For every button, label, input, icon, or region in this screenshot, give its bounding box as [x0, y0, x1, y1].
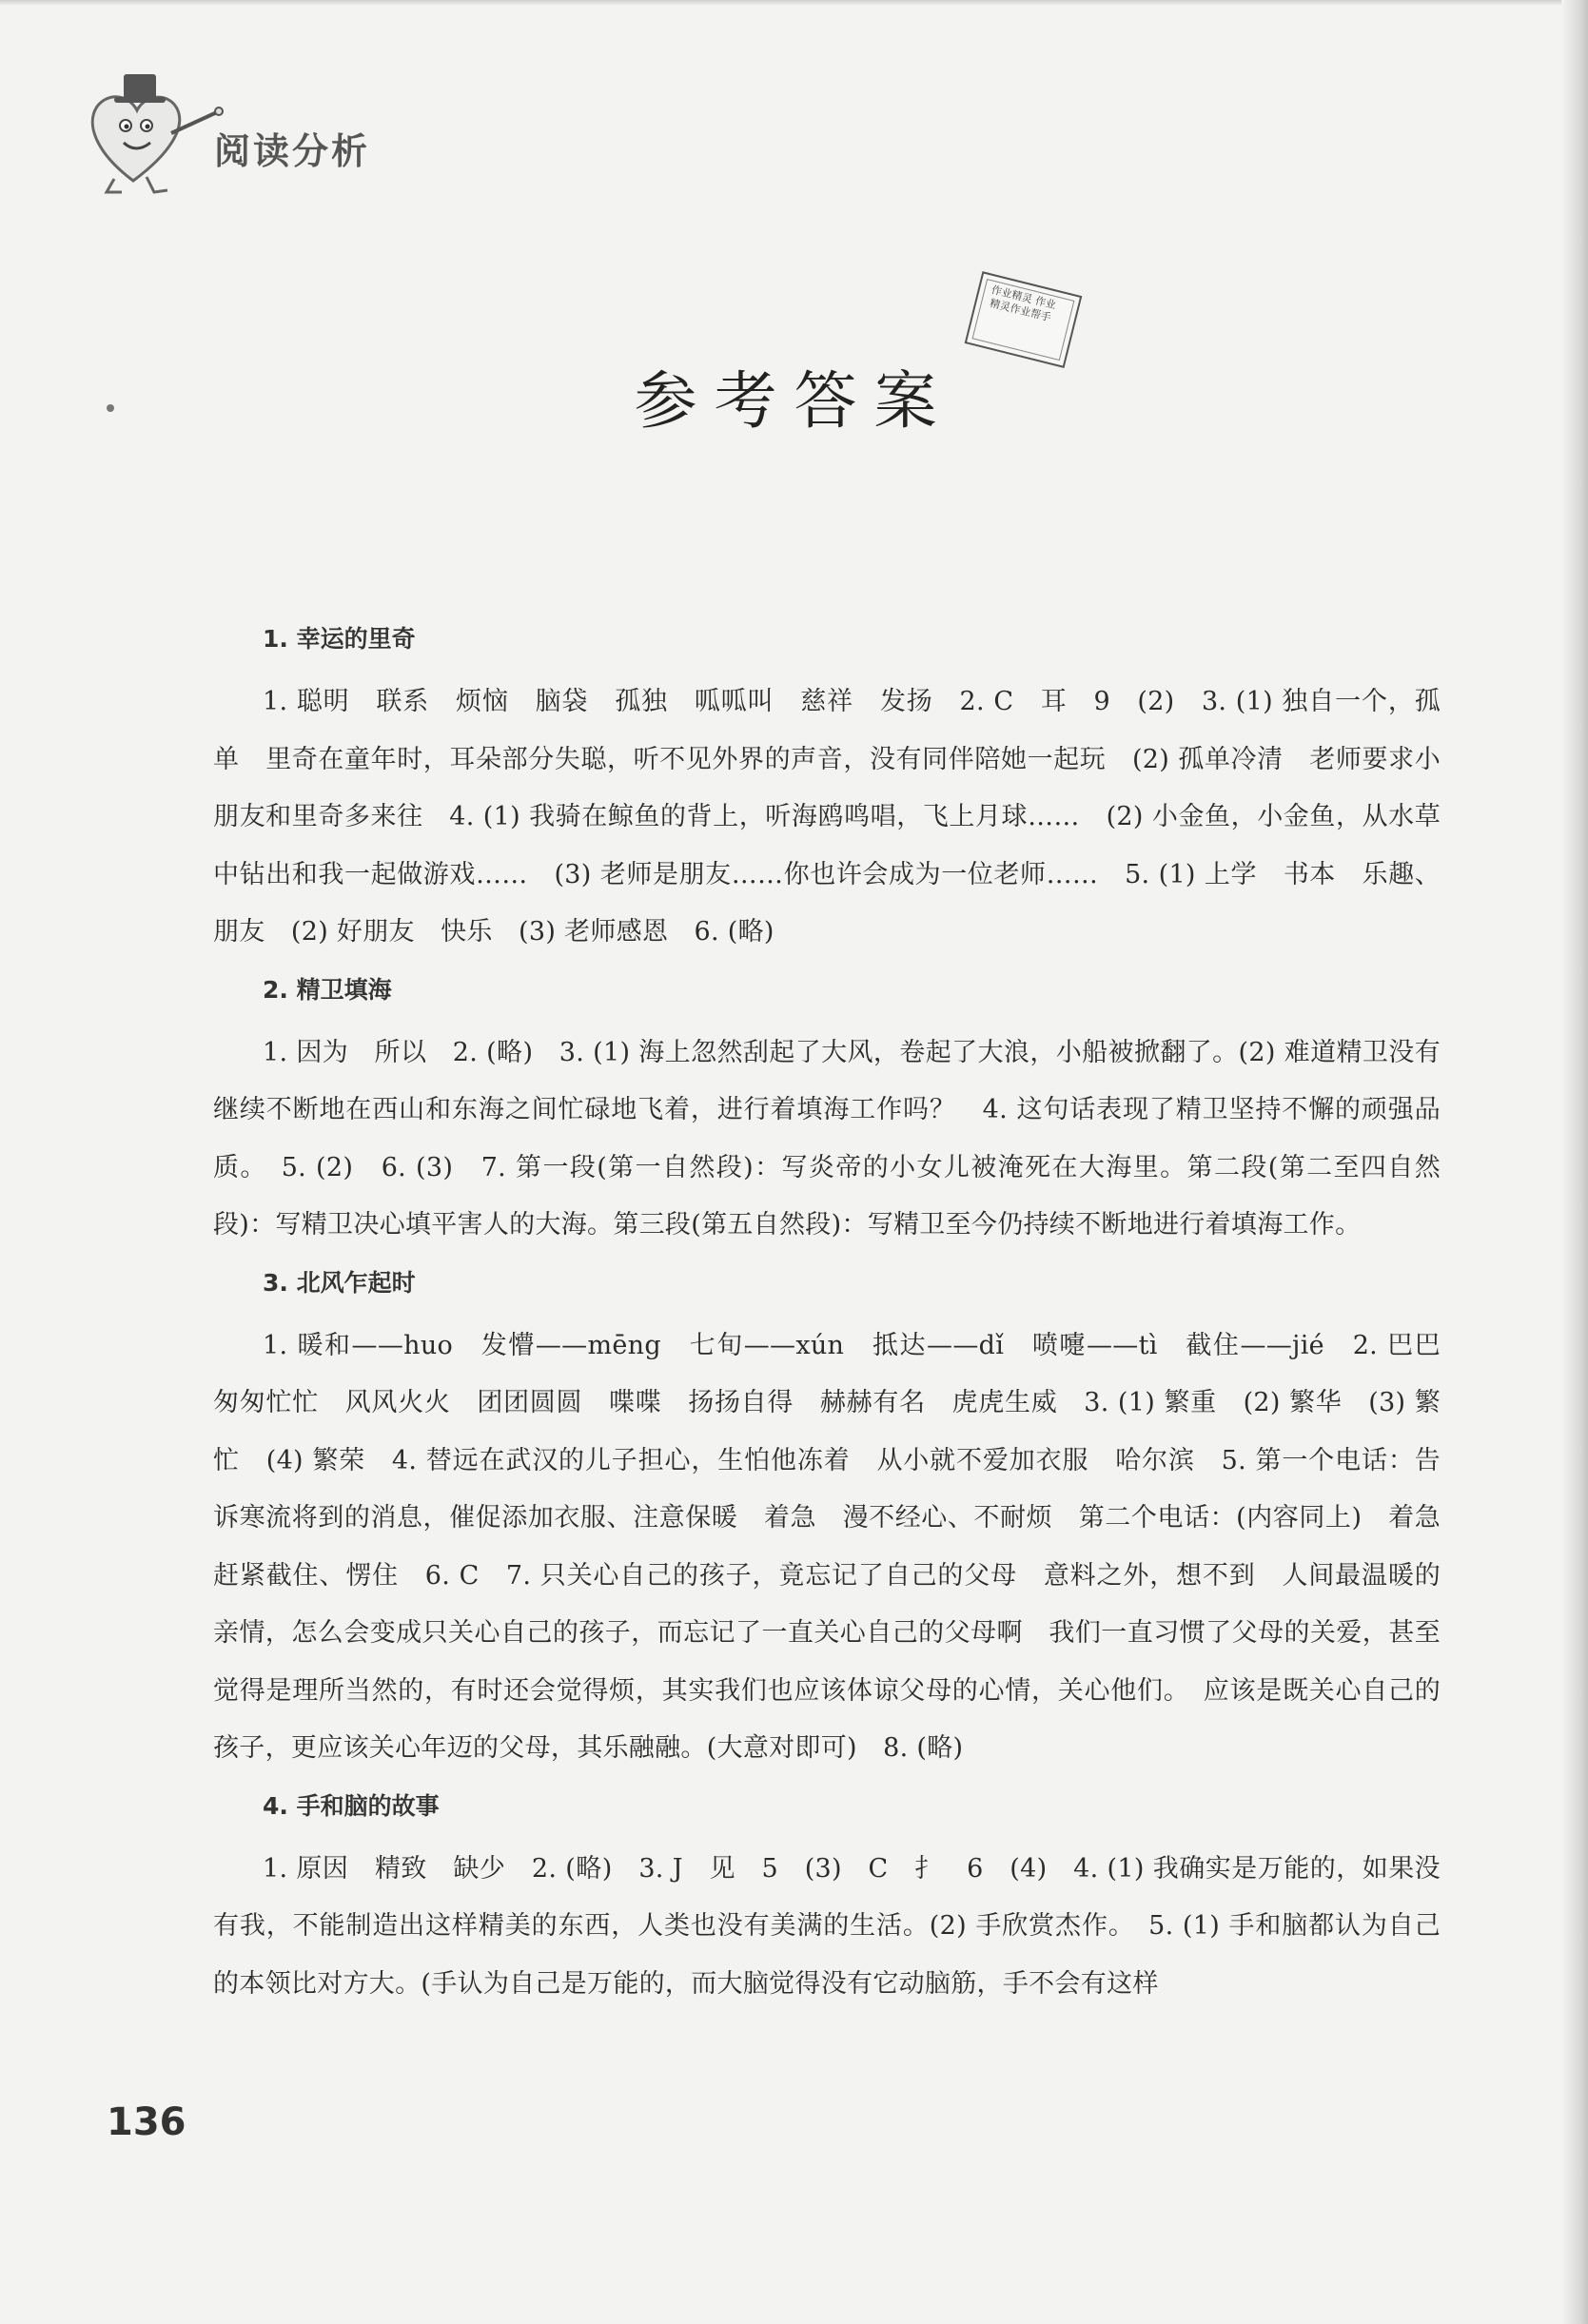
page-title: 参考答案	[634, 364, 954, 438]
answer-section-3	[213, 1262, 1467, 1778]
answer-content	[213, 618, 1467, 2021]
answer-section-4	[213, 1786, 1441, 2014]
answer-paragraph: 1. 暖和——huo 发懵——mēng 七旬——xún 抵达——dǐ 喷嚏——tì 截住——jié 2. 巴巴 匆匆忙忙 风风火火 团团圆圆 喋喋 扬扬自得 赫赫有名 虎虎生威 3. (1) 繁重 (2) 繁华 (3) 繁忙 (4) 繁荣 4. 替远在武汉的儿子担心，生怕他冻着 从小就不爱加衣服 哈尔滨 5. 第一个电话：告诉寒流将到的消息，催促添加衣服、注意保暖 着急 漫不经心、不耐烦 第二个电话：(内容同上) 着急 赶紧截住、愣住 6. C 7. 只关心自己的孩子，竟忘记了自己的父母 意料之外，想不到 人间最温暖的亲情，怎么会变成只关心自己的孩子，而忘记了一直关心自己的父母啊 我们一直习惯了父母的关爱，甚至觉得是理所当然的，有时还会觉得烦，其实我们也应该体谅父母的心情，关心他们。 应该是既关心自己的孩子，更应该关心年迈的父母，其乐融融。(大意对即可) 8. (略)	[213, 1330, 1467, 1763]
page-number: 136	[107, 2100, 186, 2144]
section-title: 1. 幸运的里奇	[263, 625, 416, 653]
stamp-text: 作业精灵 作业精灵作业帮手	[988, 283, 1058, 324]
answer-paragraph: 1. 原因 精致 缺少 2. (略) 3. J 见 5 (3) C 扌 6 (4) 4. (1) 我确实是万能的，如果没有我，不能制造出这样精美的东西，人类也没有美满的生活。(2) 手欣赏杰作。 5. (1) 手和脑都认为自己的本领比对方大。(手认为自己是万能的，而大脑觉得没有它动脑筋，手不会有这样	[213, 1853, 1441, 1999]
section-title: 3. 北风乍起时	[263, 1268, 416, 1297]
answer-paragraph: 1. 因为 所以 2. (略) 3. (1) 海上忽然刮起了大风，卷起了大浪，小船被掀翻了。(2) 难道精卫没有继续不断地在西山和东海之间忙碌地飞着，进行着填海工作吗？ 4. 这句话表现了精卫坚持不懈的顽强品质。 5. (2) 6. (3) 7. 第一段(第一自然段)：写炎帝的小女儿被淹死在大海里。第二段(第二至四自然段)：写精卫决心填平害人的大海。第三段(第五自然段)：写精卫至今仍持续不断地进行着填海工作。	[213, 1037, 1441, 1240]
answer-section-2	[213, 969, 1441, 1255]
page-edge	[1561, 0, 1588, 2324]
answer-paragraph: 1. 聪明 联系 烦恼 脑袋 孤独 呱呱叫 慈祥 发扬 2. C 耳 9 (2) 3. (1) 独自一个，孤单 里奇在童年时，耳朵部分失聪，听不见外界的声音，没有同伴陪她一起玩 (2) 孤单冷清 老师要求小朋友和里奇多来往 4. (1) 我骑在鲸鱼的背上，听海鸥鸣唱，飞上月球…… (2) 小金鱼，小金鱼，从水草中钻出和我一起做游戏…… (3) 老师是朋友……你也许会成为一位老师…… 5. (1) 上学 书本 乐趣、朋友 (2) 好朋友 快乐 (3) 老师感恩 6. (略)	[213, 687, 1441, 947]
top-shadow	[0, 0, 1588, 6]
section-title: 4. 手和脑的故事	[263, 1791, 440, 1820]
section-title: 2. 精卫填海	[263, 975, 392, 1004]
header	[76, 67, 419, 200]
answer-section-1	[213, 618, 1441, 962]
section-name: 阅读分析	[214, 130, 371, 172]
